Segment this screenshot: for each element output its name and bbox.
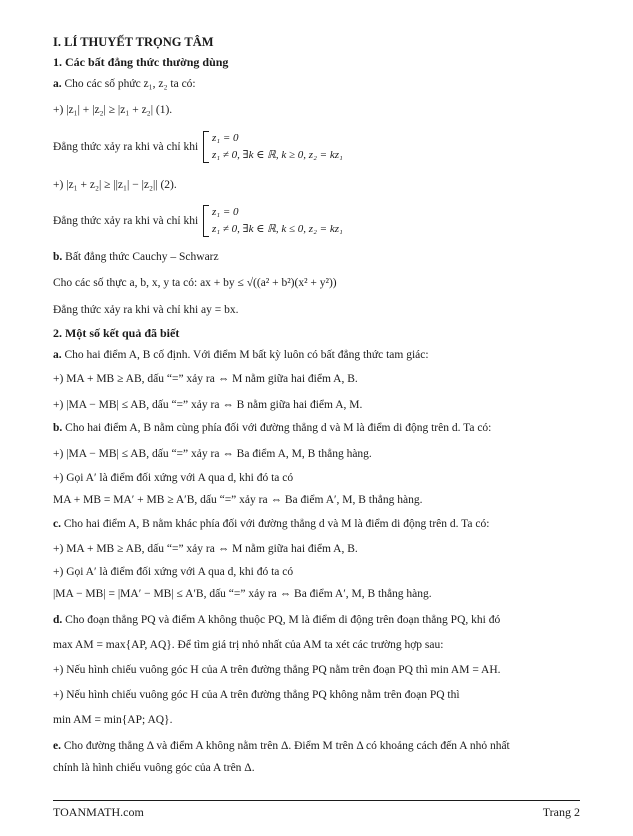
result-d-2: +) Nếu hình chiếu vuông góc H của A trên đường thẳng PQ không nằm trên đoạn PQ thì xyxy=(53,689,460,701)
result-e-statement-cont: chính là hình chiếu vuông góc của A trên Δ. xyxy=(53,762,255,774)
result-label: d. xyxy=(53,614,63,626)
equality-condition-1 xyxy=(53,130,343,164)
result-d-3: min AM = min{AP; AQ}. xyxy=(53,714,173,726)
result-a-statement: a. Cho hai điểm A, B cố định. Với điểm M bất kỳ luôn có bất đẳng thức tam giác: xyxy=(53,349,429,361)
footer-site: TOANMATH.com xyxy=(53,805,144,819)
result-b-3: MA + MB = MA′ + MB ≥ A′B, dấu “=” xảy ra ⇔ Ba điểm A′, M, B thẳng hàng. xyxy=(53,494,423,506)
footer-rule xyxy=(53,800,580,801)
item-a-complex xyxy=(53,76,196,92)
result-b-1: +) |MA − MB| ≤ AB, dấu “=” xảy ra ⇔ Ba điểm A, M, B thẳng hàng. xyxy=(53,448,372,460)
result-c-2: +) Gọi A′ là điểm đối xứng với A qua d, khi đó ta có xyxy=(53,566,294,578)
case-1-row-1: z₁ = 0 xyxy=(212,132,239,144)
cauchy-equality: Đẳng thức xảy ra khi và chỉ khi ay = bx. xyxy=(53,304,239,316)
item-b-cauchy xyxy=(53,249,219,265)
cases-brace-1 xyxy=(203,130,343,164)
case-2-row-1: z₁ = 0 xyxy=(212,206,239,218)
subsection-2-heading: 2. Một số kết quả đã biết xyxy=(53,326,180,340)
item-a-text: Cho các số phức z₁, z₂ ta có: xyxy=(64,78,196,90)
subsection-1-heading: 1. Các bất đẳng thức thường dùng xyxy=(53,55,229,69)
result-c-1: +) MA + MB ≥ AB, dấu “=” xảy ra ⇔ M nằm giữa hai điểm A, B. xyxy=(53,543,358,555)
inequality-2: +) |z₁ + z₂| ≥ ||z₁| − |z₂|| (2). xyxy=(53,179,177,191)
cauchy-inequality: Cho các số thực a, b, x, y ta có: ax + by ≤ √((a² + b²)(x² + y²)) xyxy=(53,277,337,289)
result-label: b. xyxy=(53,422,63,434)
equality-lead-2: Đẳng thức xảy ra khi và chỉ khi xyxy=(53,215,199,227)
inequality-1: +) |z₁| + |z₂| ≥ |z₁ + z₂| (1). xyxy=(53,104,173,116)
result-b-2: +) Gọi A′ là điểm đối xứng với A qua d, khi đó ta có xyxy=(53,472,294,484)
item-b-label: b. xyxy=(53,251,63,263)
result-d-statement: d. Cho đoạn thẳng PQ và điểm A không thuộc PQ, M là điểm di động trên đoạn thẳng PQ, khi đó xyxy=(53,614,501,626)
section-title: I. LÍ THUYẾT TRỌNG TÂM xyxy=(53,35,214,49)
result-c-3: |MA − MB| = |MA′ − MB| ≤ A′B, dấu “=” xảy ra ⇔ Ba điểm A′, M, B thẳng hàng. xyxy=(53,588,432,600)
result-label: c. xyxy=(53,518,61,530)
result-label: a. xyxy=(53,349,62,361)
item-b-text: Bất đẳng thức Cauchy – Schwarz xyxy=(65,251,219,263)
cases-brace-2 xyxy=(203,204,343,238)
case-1-row-2: z₁ ≠ 0, ∃k ∈ ℝ, k ≥ 0, z₂ = kz₁ xyxy=(212,149,343,161)
result-b-statement: b. Cho hai điểm A, B nằm cùng phía đối với đường thẳng d và M là điểm di động trên d. Ta có: xyxy=(53,422,492,434)
case-2-row-2: z₁ ≠ 0, ∃k ∈ ℝ, k ≤ 0, z₂ = kz₁ xyxy=(212,223,343,235)
result-d-statement-cont: max AM = max{AP, AQ}. Để tìm giá trị nhỏ nhất của AM ta xét các trường hợp sau: xyxy=(53,639,444,651)
result-c-statement: c. Cho hai điểm A, B nằm khác phía đối với đường thẳng d và M là điểm di động trên d. Ta có: xyxy=(53,518,490,530)
equality-lead-1: Đẳng thức xảy ra khi và chỉ khi xyxy=(53,141,199,153)
result-label: e. xyxy=(53,740,61,752)
result-a-1: +) MA + MB ≥ AB, dấu “=” xảy ra ⇔ M nằm giữa hai điểm A, B. xyxy=(53,373,358,385)
footer-page-number: Trang 2 xyxy=(542,805,580,819)
item-a-label: a. xyxy=(53,78,62,90)
result-d-1: +) Nếu hình chiếu vuông góc H của A trên đường thẳng PQ nằm trên đoạn PQ thì min AM = AH. xyxy=(53,664,501,676)
result-e-statement: e. Cho đường thẳng Δ và điểm A không nằm trên Δ. Điểm M trên Δ có khoảng cách đến A nhỏ nhất xyxy=(53,740,510,752)
result-a-2: +) |MA − MB| ≤ AB, dấu “=” xảy ra ⇔ B nằm giữa hai điểm A, M. xyxy=(53,399,363,411)
equality-condition-2 xyxy=(53,204,343,238)
